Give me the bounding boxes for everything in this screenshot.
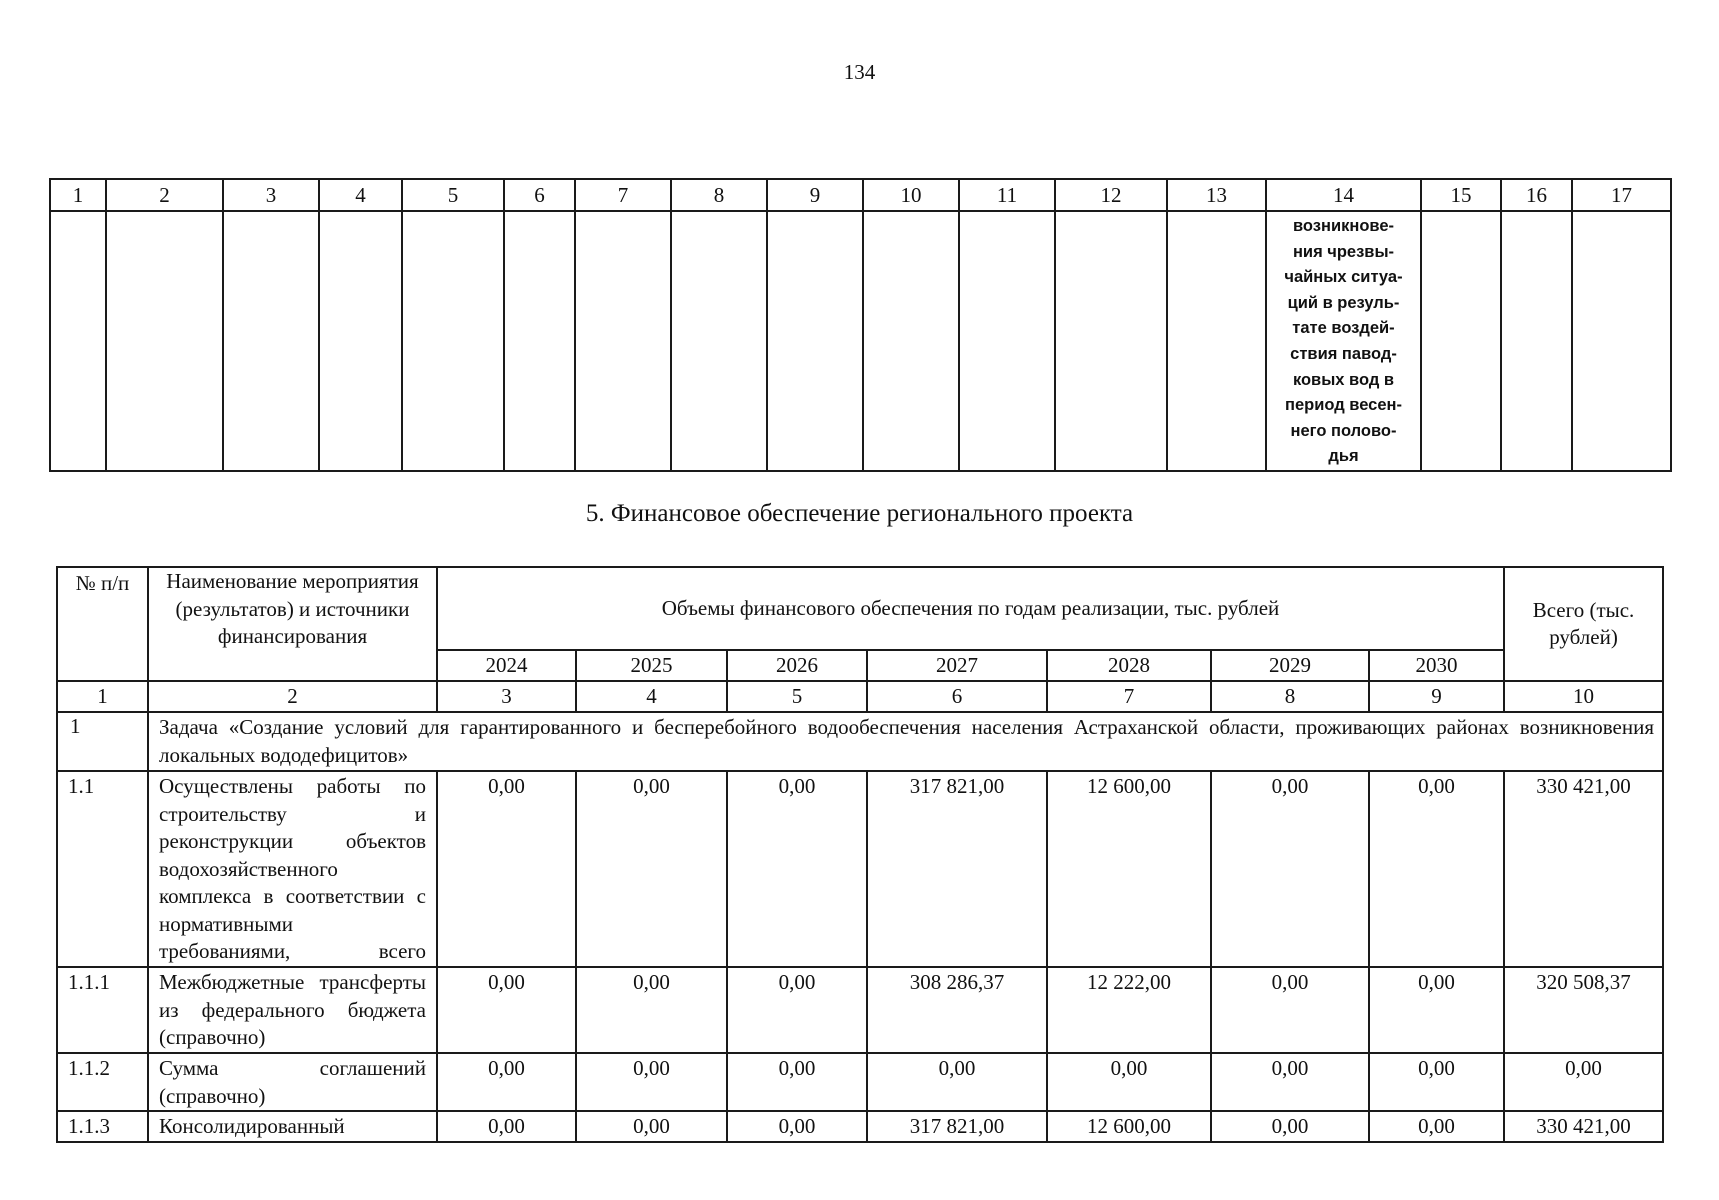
row-name: Консолидированный bbox=[148, 1111, 437, 1142]
cont-col-header: 16 bbox=[1501, 179, 1572, 211]
row-total: 320 508,37 bbox=[1504, 967, 1663, 1053]
row-value: 0,00 bbox=[576, 1053, 727, 1111]
header-year: 2025 bbox=[576, 650, 727, 681]
row-num: 1.1.2 bbox=[57, 1053, 148, 1111]
row-value: 0,00 bbox=[1369, 1053, 1504, 1111]
cont-text-line: ковых вод в bbox=[1292, 370, 1395, 389]
row-value: 12 600,00 bbox=[1047, 1111, 1211, 1142]
cont-cell bbox=[959, 211, 1055, 471]
header-year: 2029 bbox=[1211, 650, 1369, 681]
continuation-body-row bbox=[50, 211, 1671, 471]
row-value: 0,00 bbox=[727, 967, 867, 1053]
cont-cell bbox=[402, 211, 504, 471]
row-value: 0,00 bbox=[1211, 771, 1369, 967]
row-value: 317 821,00 bbox=[867, 1111, 1047, 1142]
cont-col-header: 4 bbox=[319, 179, 402, 211]
row-value: 0,00 bbox=[867, 1053, 1047, 1111]
row-value: 0,00 bbox=[576, 967, 727, 1053]
header-year: 2028 bbox=[1047, 650, 1211, 681]
table-row bbox=[57, 967, 1663, 1053]
row-num: 1.1.3 bbox=[57, 1111, 148, 1142]
row-value: 0,00 bbox=[437, 967, 576, 1053]
table-row bbox=[57, 771, 1663, 967]
cont-col-header: 3 bbox=[223, 179, 319, 211]
row-name: Межбюджетные трансферты из федерального бюджета (справочно) bbox=[148, 967, 437, 1053]
row-value: 0,00 bbox=[1369, 771, 1504, 967]
cont-col-header: 1 bbox=[50, 179, 106, 211]
cont-cell bbox=[863, 211, 959, 471]
cont-cell bbox=[1421, 211, 1501, 471]
cont-col-header: 6 bbox=[504, 179, 575, 211]
cont-cell bbox=[504, 211, 575, 471]
row-value: 0,00 bbox=[576, 1111, 727, 1142]
row-total: 330 421,00 bbox=[1504, 1111, 1663, 1142]
cont-text-line: период весен- bbox=[1285, 396, 1402, 415]
index-cell: 4 bbox=[576, 681, 727, 712]
cont-col-header: 8 bbox=[671, 179, 767, 211]
header-year: 2024 bbox=[437, 650, 576, 681]
cont-cell bbox=[1572, 211, 1671, 471]
cont-text-line: ций в резуль- bbox=[1287, 293, 1400, 312]
cont-col-header: 7 bbox=[575, 179, 671, 211]
cont-text-line: тате воздей- bbox=[1292, 319, 1395, 338]
header-year: 2030 bbox=[1369, 650, 1504, 681]
index-cell: 1 bbox=[57, 681, 148, 712]
finance-header-row-1 bbox=[57, 567, 1663, 650]
cont-col-header: 14 bbox=[1266, 179, 1421, 211]
page-number: 134 bbox=[843, 60, 876, 84]
header-num: № п/п bbox=[57, 567, 148, 681]
section-title: 5. Финансовое обеспечение регионального проекта bbox=[585, 500, 1134, 527]
index-cell: 2 bbox=[148, 681, 437, 712]
cont-cell bbox=[50, 211, 106, 471]
cont-text-line: дья bbox=[1328, 447, 1359, 466]
row-value: 0,00 bbox=[437, 771, 576, 967]
row-name: Сумма соглашений (справочно) bbox=[148, 1053, 437, 1111]
index-cell: 9 bbox=[1369, 681, 1504, 712]
cont-col-header: 17 bbox=[1572, 179, 1671, 211]
index-cell: 10 bbox=[1504, 681, 1663, 712]
row-value: 0,00 bbox=[1211, 967, 1369, 1053]
cont-col-header: 5 bbox=[402, 179, 504, 211]
row-value: 0,00 bbox=[437, 1053, 576, 1111]
cont-col-header: 12 bbox=[1055, 179, 1167, 211]
task-num: 1 bbox=[57, 712, 148, 771]
task-text: Задача «Создание условий для гарантированного и бесперебойного водообеспечения населения Астраханской области, проживающих районах возникновения локальных вододефицитов» bbox=[148, 712, 1663, 771]
cont-text-line: ния чрезвы- bbox=[1292, 242, 1395, 261]
header-total: Всего (тыс. рублей) bbox=[1504, 567, 1663, 681]
cont-col-header: 10 bbox=[863, 179, 959, 211]
row-name: Осуществлены работы по строительству и реконструкции объектов водохозяйственного комплекса в соответствии с нормативными требованиями, всего bbox=[148, 771, 437, 967]
index-cell: 8 bbox=[1211, 681, 1369, 712]
row-num: 1.1.1 bbox=[57, 967, 148, 1053]
cont-cell bbox=[575, 211, 671, 471]
cont-text-line: него полово- bbox=[1290, 421, 1397, 440]
row-value: 0,00 bbox=[437, 1111, 576, 1142]
cont-col-header: 11 bbox=[959, 179, 1055, 211]
finance-table bbox=[56, 566, 1664, 1143]
row-total: 330 421,00 bbox=[1504, 771, 1663, 967]
cont-col-header: 15 bbox=[1421, 179, 1501, 211]
cont-col-header: 2 bbox=[106, 179, 223, 211]
cont-cell-14 bbox=[1266, 211, 1421, 471]
index-cell: 5 bbox=[727, 681, 867, 712]
cont-cell bbox=[1501, 211, 1572, 471]
table-row bbox=[57, 1111, 1663, 1142]
continuation-header-row bbox=[50, 179, 1671, 211]
header-year: 2027 bbox=[867, 650, 1047, 681]
cont-cell bbox=[223, 211, 319, 471]
cont-text-line: возникнове- bbox=[1293, 217, 1394, 235]
index-cell: 3 bbox=[437, 681, 576, 712]
task-row bbox=[57, 712, 1663, 771]
cont-cell bbox=[106, 211, 223, 471]
row-value: 0,00 bbox=[576, 771, 727, 967]
index-cell: 6 bbox=[867, 681, 1047, 712]
row-value: 308 286,37 bbox=[867, 967, 1047, 1053]
row-value: 0,00 bbox=[727, 1111, 867, 1142]
row-value: 0,00 bbox=[1211, 1111, 1369, 1142]
row-value: 0,00 bbox=[727, 771, 867, 967]
cont-col14-text bbox=[1267, 212, 1420, 470]
row-num: 1.1 bbox=[57, 771, 148, 967]
row-value: 0,00 bbox=[1047, 1053, 1211, 1111]
cont-col-header: 9 bbox=[767, 179, 863, 211]
continuation-table bbox=[49, 178, 1672, 472]
row-total: 0,00 bbox=[1504, 1053, 1663, 1111]
cont-cell bbox=[767, 211, 863, 471]
header-volumes: Объемы финансового обеспечения по годам реализации, тыс. рублей bbox=[437, 567, 1504, 650]
row-value: 12 222,00 bbox=[1047, 967, 1211, 1053]
cont-cell bbox=[319, 211, 402, 471]
cont-cell bbox=[1055, 211, 1167, 471]
header-name: Наименование мероприятия (результатов) и источники финансирования bbox=[148, 567, 437, 681]
row-value: 0,00 bbox=[1369, 967, 1504, 1053]
finance-index-row bbox=[57, 681, 1663, 712]
row-value: 0,00 bbox=[727, 1053, 867, 1111]
index-cell: 7 bbox=[1047, 681, 1211, 712]
row-value: 12 600,00 bbox=[1047, 771, 1211, 967]
cont-text-line: ствия павод- bbox=[1290, 344, 1397, 363]
row-value: 0,00 bbox=[1369, 1111, 1504, 1142]
row-value: 0,00 bbox=[1211, 1053, 1369, 1111]
header-year: 2026 bbox=[727, 650, 867, 681]
cont-cell bbox=[1167, 211, 1266, 471]
row-value: 317 821,00 bbox=[867, 771, 1047, 967]
cont-cell bbox=[671, 211, 767, 471]
cont-text-line: чайных ситуа- bbox=[1284, 268, 1403, 287]
cont-col-header: 13 bbox=[1167, 179, 1266, 211]
table-row bbox=[57, 1053, 1663, 1111]
